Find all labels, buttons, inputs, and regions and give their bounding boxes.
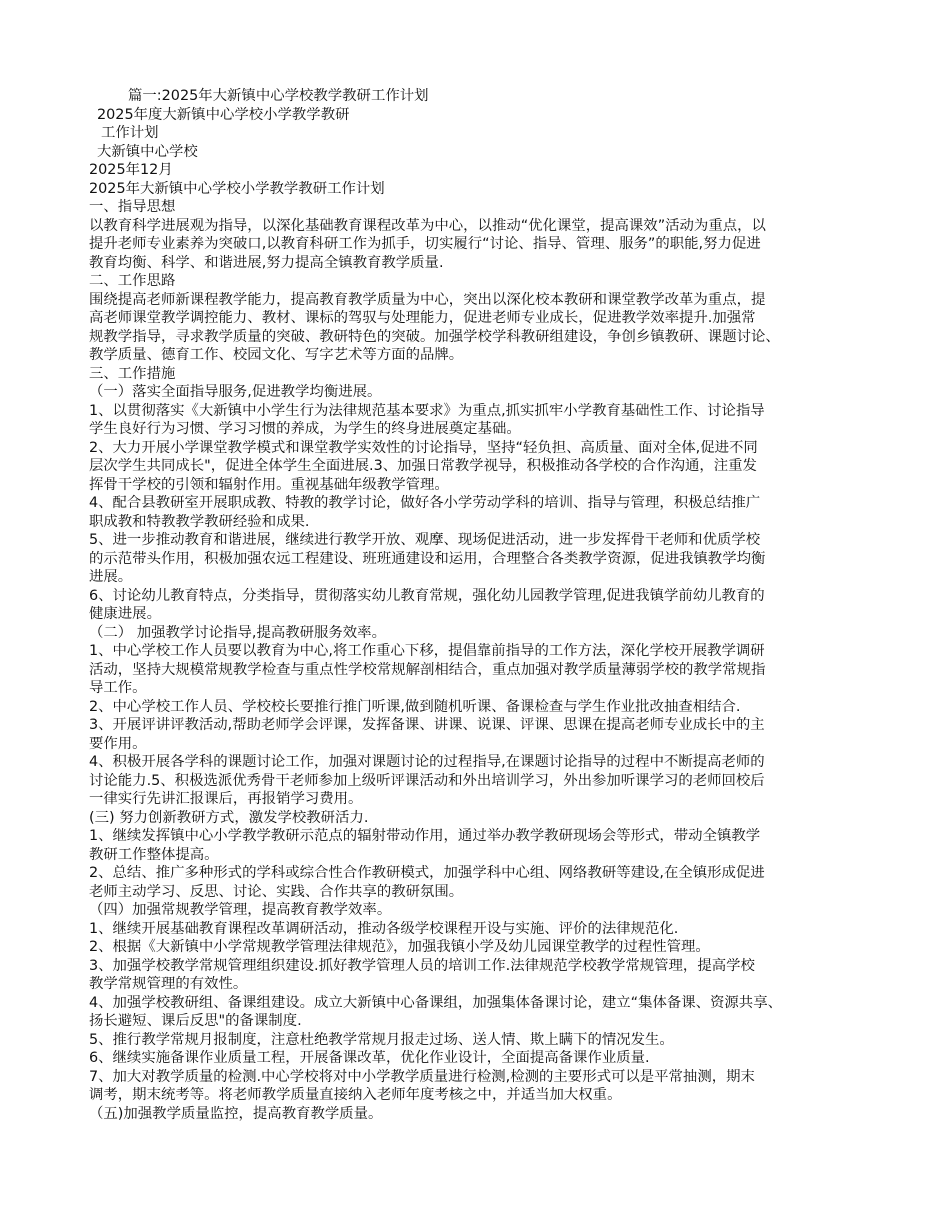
doc-date: 2025年12月 <box>89 162 173 178</box>
paragraph-line: 健康进展。 <box>89 606 161 622</box>
paragraph-line: 5、进一步推动教育和谐进展，继续进行教学开放、观摩、现场促进活动，进一步发挥骨干老师和优质学校 <box>89 532 761 548</box>
paragraph-line: 1、继续开展基础教育课程改革调研活动，推动各级学校课程开设与实施、评价的法律规范化. <box>89 921 679 937</box>
paragraph-line: 一律实行先讲汇报课后，再报销学习费用。 <box>89 791 363 807</box>
subsection-heading-5: （五)加强教学质量监控，提高教育教学质量。 <box>89 1106 383 1122</box>
paragraph-line: 5、推行教学常规月报制度，注意杜绝教学常规月报走过场、送人情、欺上瞒下的情况发生。 <box>89 1032 674 1048</box>
paragraph-line: 围绕提高老师新课程教学能力，提高教育教学质量为中心，突出以深化校本教研和课堂教学改革为重点，提 <box>89 292 766 308</box>
paragraph-line: 导工作。 <box>89 680 147 696</box>
paragraph-line: 要作用。 <box>89 736 147 752</box>
paragraph-line: 4、加强学校教研组、备课组建设。成立大新镇中心备课组，加强集体备课讨论，建立“集体备课、资源共享、 <box>89 995 782 1011</box>
paragraph-line: 2、中心学校工作人员、学校校长要推行推门听课,做到随机听课、备课检查与学生作业批改抽查相结合. <box>89 699 741 715</box>
paragraph-line: 调考，期末统考等。将老师教学质量直接纳入老师年度考核之中，并适当加大权重。 <box>89 1087 622 1103</box>
paragraph-line: 1、中心学校工作人员要以教育为中心,将工作重心下移，提倡靠前指导的工作方法，深化学校开展教学调研 <box>89 643 765 659</box>
section-heading-3: 三、工作措施 <box>89 366 176 382</box>
paragraph-line: 4、积极开展各学科的课题讨论工作，加强对课题讨论的过程指导,在课题讨论指导的过程中不断提高老师的 <box>89 754 765 770</box>
paragraph-line: 老师主动学习、反思、讨论、实践、合作共享的教研氛围。 <box>89 884 464 900</box>
paragraph-line: 2、总结、推广多种形式的学科或综合性合作教研模式，加强学科中心组、网络教研等建设,在全镇形成促进 <box>89 865 765 881</box>
subsection-heading-1: （一）落实全面指导服务,促进教学均衡进展。 <box>89 384 382 400</box>
subsection-heading-3: (三) 努力创新教研方式，激发学校教研活力. <box>89 810 369 826</box>
paragraph-line: 规教学指导，寻求教学质量的突破、教研特色的突破。加强学校学科教研组建设，争创乡镇教研、课题讨论、 <box>89 329 780 345</box>
paragraph-line: 3、开展评讲评教活动,帮助老师学会评课，发挥备课、讲课、说课、评课、思课在提高老师专业成长中的主 <box>89 717 765 733</box>
paragraph-line: 教研工作整体提高。 <box>89 847 219 863</box>
doc-title: 2025年度大新镇中心学校小学教学教研 <box>97 107 350 123</box>
paragraph-line: 教育均衡、科学、和谐进展,努力提高全镇教育教学质量. <box>89 255 444 271</box>
paragraph-line: 4、配合县教研室开展职成教、特教的教学讨论，做好各小学劳动学科的培训、指导与管理，积极总结推广 <box>89 495 761 511</box>
paragraph-line: 教学质量、德育工作、校园文化、写字艺术等方面的品牌。 <box>89 347 464 363</box>
paragraph-line: 进展。 <box>89 569 133 585</box>
paragraph-line: 2、大力开展小学课堂教学模式和课堂教学实效性的讨论指导，坚持“轻负担、高质量、面对全体,促进不同 <box>89 440 758 456</box>
doc-subtitle: 2025年大新镇中心学校小学教学教研工作计划 <box>89 181 385 197</box>
doc-heading: 篇一:2025年大新镇中心学校教学教研工作计划 <box>128 88 429 104</box>
paragraph-line: 7、加大对教学质量的检测.中心学校将对中小学教学质量进行检测,检测的主要形式可以是平常抽测，期末 <box>89 1069 755 1085</box>
doc-org: 大新镇中心学校 <box>97 144 198 160</box>
paragraph-line: 3、加强学校教学常规管理组织建设.抓好教学管理人员的培训工作.法律规范学校教学常规管理，提高学校 <box>89 958 755 974</box>
paragraph-line: 6、讨论幼儿教育特点，分类指导，贯彻落实幼儿教育常规，强化幼儿园教学管理,促进我镇学前幼儿教育的 <box>89 588 765 604</box>
paragraph-line: 活动，坚持大规模常规教学检查与重点性学校常规解剖相结合，重点加强对教学质量薄弱学校的教学常规指 <box>89 662 766 678</box>
paragraph-line: 1、继续发挥镇中心小学教学教研示范点的辐射带动作用，通过举办教学教研现场会等形式，带动全镇教学 <box>89 828 761 844</box>
section-heading-1: 一、指导思想 <box>89 199 176 215</box>
subsection-heading-2: （二） 加强教学讨论指导,提高教研服务效率。 <box>89 625 386 641</box>
paragraph-line: 6、继续实施备课作业质量工程，开展备课改革，优化作业设计，全面提高备课作业质量. <box>89 1050 650 1066</box>
paragraph-line: 职成教和特教教学教研经验和成果. <box>89 514 310 530</box>
paragraph-line: 学生良好行为习惯、学习习惯的养成，为学生的终身进展奠定基础。 <box>89 421 521 437</box>
paragraph-line: 以教育科学进展观为指导，以深化基础教育课程改革为中心，以推动“优化课堂，提高课效”活动为重点，以 <box>89 218 766 234</box>
section-heading-2: 二、工作思路 <box>89 273 176 289</box>
paragraph-line: 挥骨干学校的引领和辐射作用。重视基础年级教学管理。 <box>89 477 449 493</box>
paragraph-line: 2、根据《大新镇中小学常规教学管理法律规范》，加强我镇小学及幼儿园课堂教学的过程性管理。 <box>89 939 710 955</box>
paragraph-line: 讨论能力.5、积极选派优秀骨干老师参加上级听评课活动和外出培训学习，外出参加听课学习的老师回校后 <box>89 773 765 789</box>
paragraph-line: 扬长避短、课后反思"的备课制度. <box>89 1013 302 1029</box>
paragraph-line: 教学常规管理的有效性。 <box>89 976 248 992</box>
doc-title-cont: 工作计划 <box>101 125 159 141</box>
paragraph-line: 的示范带头作用，积极加强农远工程建设、班班通建设和运用，合理整合各类教学资源，促进我镇教学均衡 <box>89 551 766 567</box>
paragraph-line: 层次学生共同成长"，促进全体学生全面进展.3、加强日常教学视导，积极推动各学校的合作沟通，注重发 <box>89 458 757 474</box>
paragraph-line: 提升老师专业素养为突破口,以教育科研工作为抓手，切实履行“讨论、指导、管理、服务”的职能,努力促进 <box>89 236 761 252</box>
subsection-heading-4: （四）加强常规教学管理，提高教育教学效率。 <box>89 902 392 918</box>
paragraph-line: 高老师课堂教学调控能力、教材、课标的驾驭与处理能力，促进老师专业成长，促进教学效率提升.加强常 <box>89 310 756 326</box>
paragraph-line: 1、以贯彻落实《大新镇中小学生行为法律规范基本要求》为重点,抓实抓牢小学教育基础性工作、讨论指导 <box>89 403 765 419</box>
